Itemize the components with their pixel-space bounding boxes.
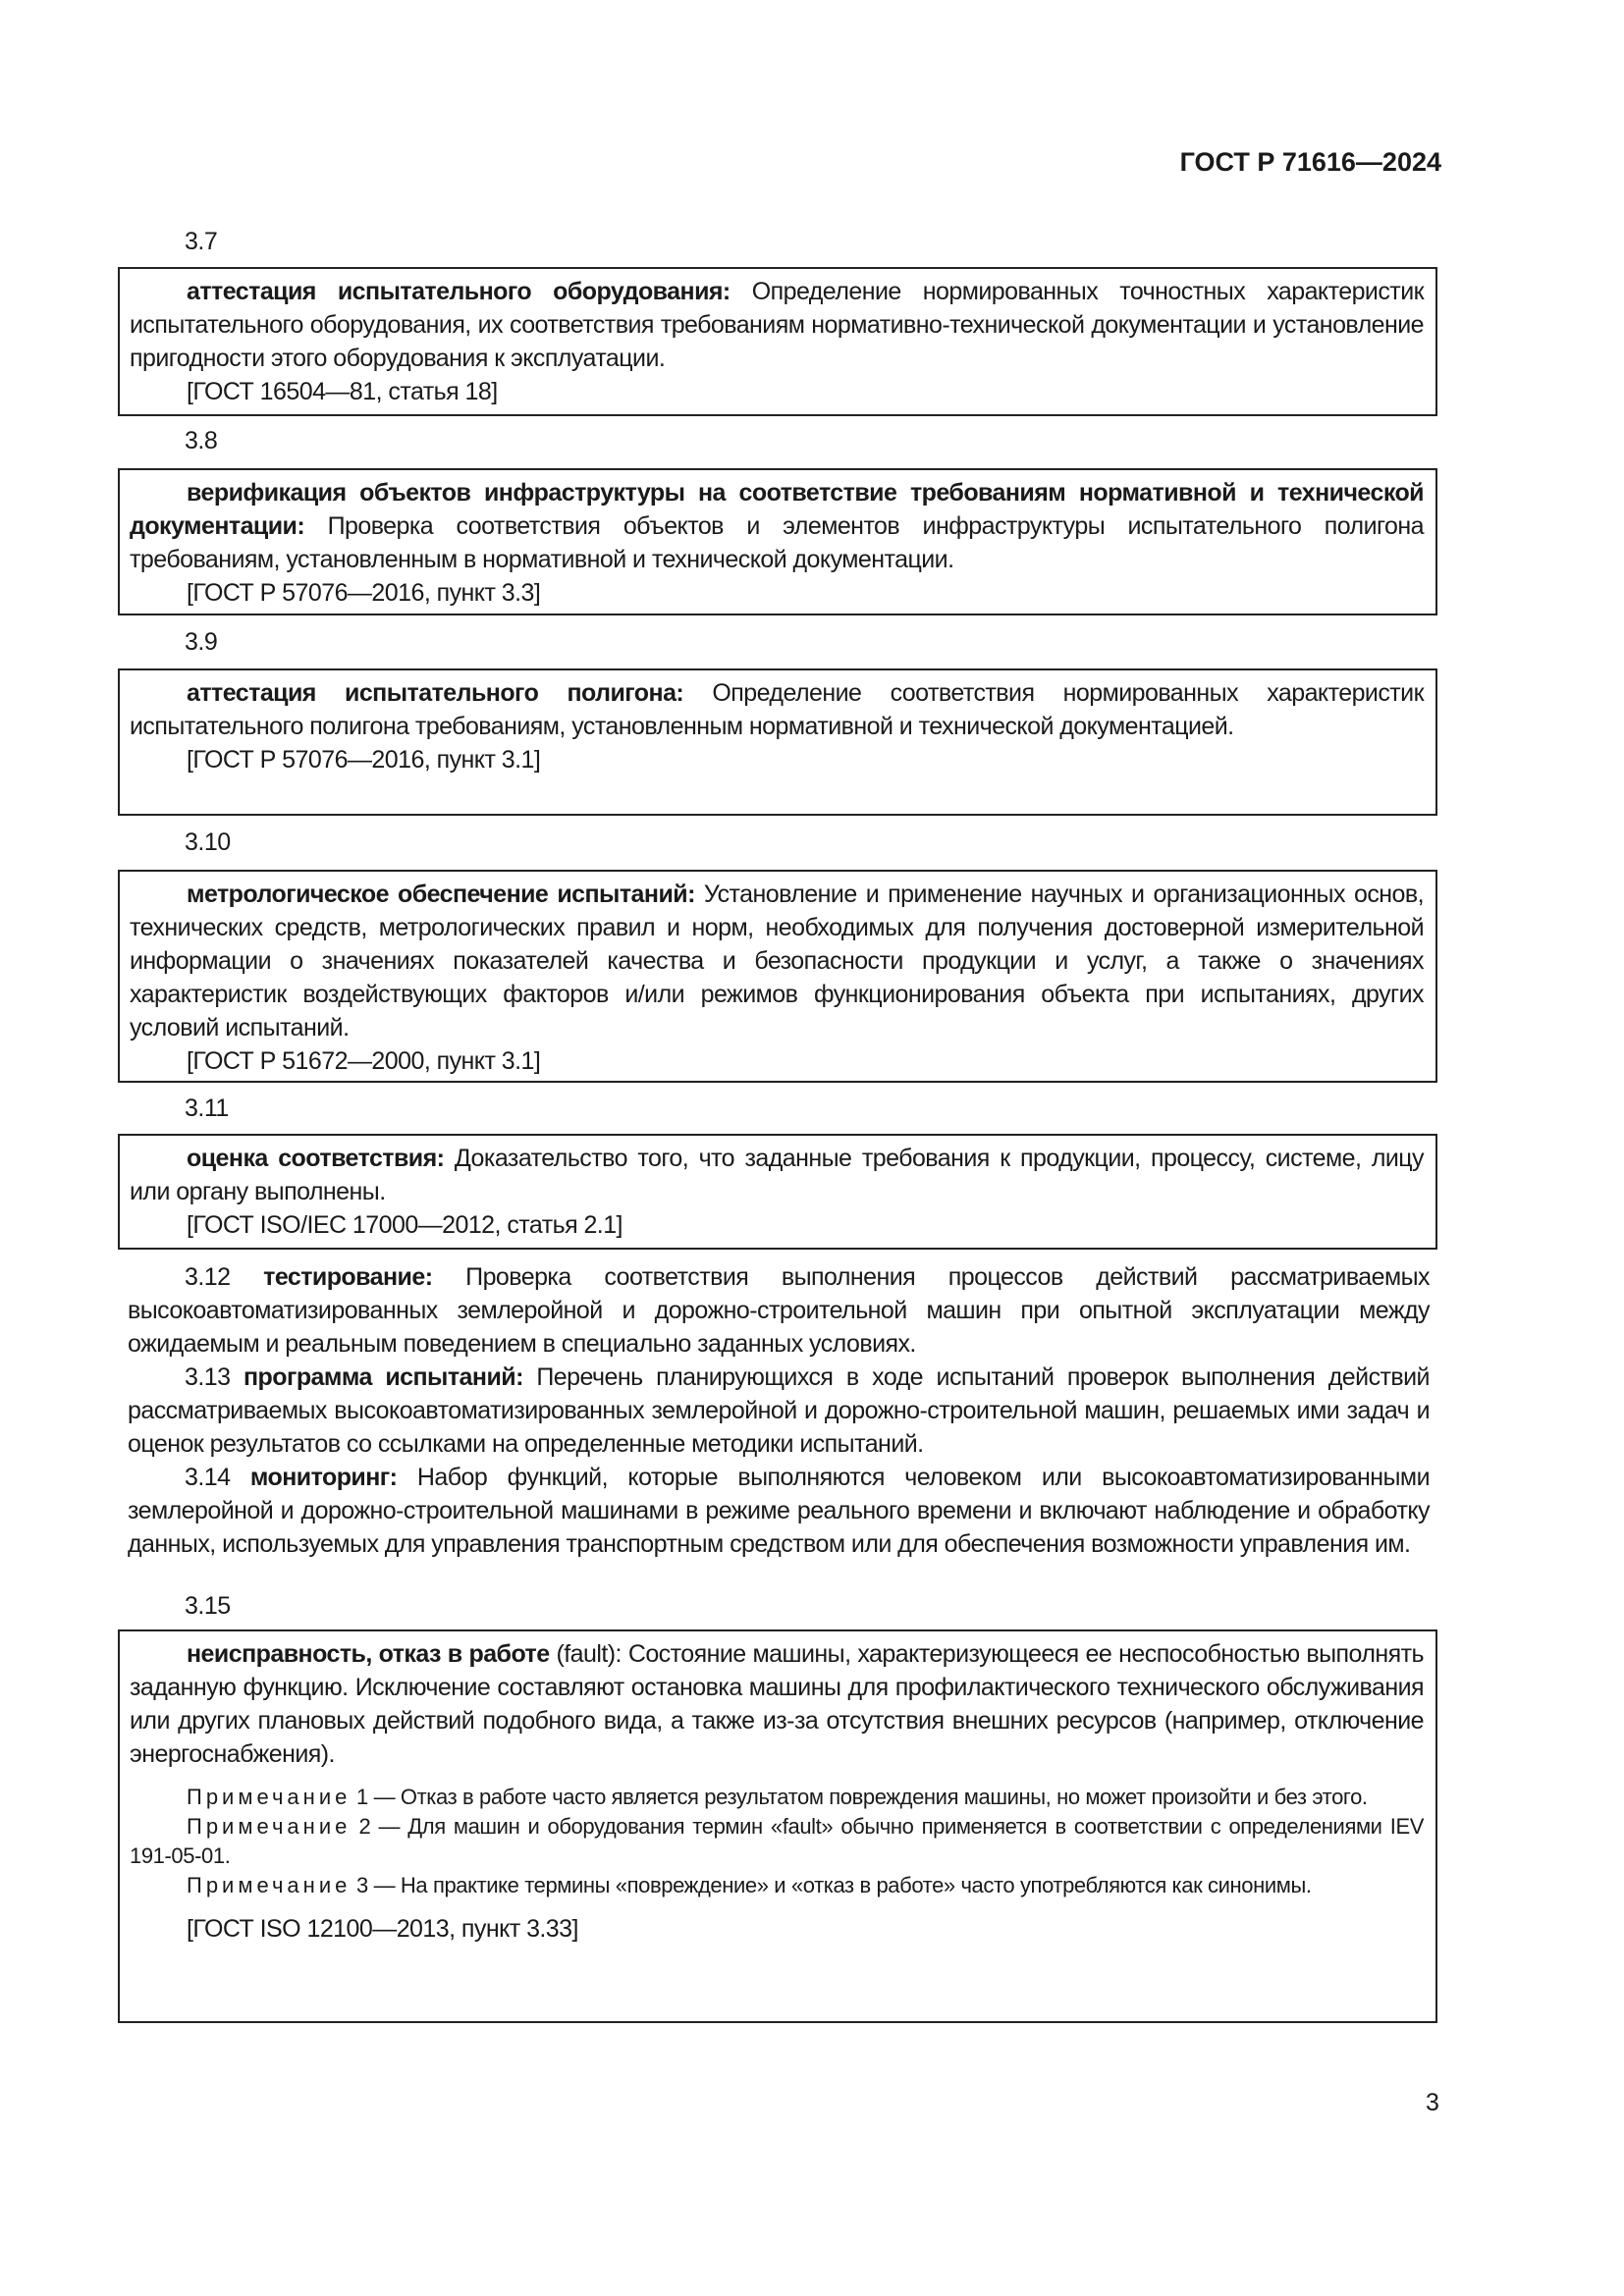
term-english: (fault): bbox=[549, 1640, 622, 1668]
term-number: 3.10 bbox=[185, 828, 231, 856]
term-box bbox=[118, 468, 1437, 615]
note bbox=[130, 1812, 1424, 1871]
term-box bbox=[118, 267, 1437, 416]
term-number: 3.11 bbox=[185, 1095, 229, 1122]
note-text: 2 — Для машин и оборудования термин «fault» обычно применяется в соответствии с определениями IEV 191-05-01. bbox=[130, 1814, 1424, 1868]
term-name: мониторинг: bbox=[249, 1464, 398, 1491]
term-definition: Проверка соответствия выполнения процессов действий рассматриваемых высокоавтоматизированных землеройной и дорожно-строительной машин при опытной эксплуатации между ожидаемым и реальным поведением в специально заданных условиях. bbox=[128, 1263, 1430, 1358]
term-box bbox=[118, 1134, 1437, 1250]
term-number: 3.14 bbox=[185, 1464, 231, 1491]
term-name: неисправность, отказ в работе bbox=[187, 1640, 550, 1668]
term-definition: Определение соответствия нормированных характеристик испытательного полигона требованиям, установленным нормативной и технической документацией. bbox=[130, 679, 1424, 740]
term-source: [ГОСТ 16504—81, статья 18] bbox=[187, 378, 498, 405]
term-box bbox=[118, 668, 1437, 816]
term-name: аттестация испытательного оборудования: bbox=[187, 278, 731, 305]
term-name: тестирование: bbox=[263, 1263, 433, 1291]
term-number: 3.15 bbox=[185, 1592, 231, 1620]
term-name: аттестация испытательного полигона: bbox=[187, 679, 684, 707]
free-terms bbox=[128, 1260, 1430, 1561]
note-text: 3 — На практике термины «повреждение» и «отказ в работе» часто употребляются как синонимы. bbox=[351, 1873, 1312, 1897]
note bbox=[130, 1783, 1424, 1812]
page-number: 3 bbox=[1426, 2089, 1439, 2116]
document-header: ГОСТ Р 71616—2024 bbox=[1179, 147, 1441, 177]
term-name: оценка соответствия: bbox=[187, 1145, 445, 1172]
note-label: Примечание bbox=[187, 1873, 352, 1897]
term-number: 3.12 bbox=[185, 1263, 231, 1291]
term-name: верификация объектов инфраструктуры на соответствие требованиям нормативной и технической документации: bbox=[130, 479, 1424, 540]
term-number: 3.7 bbox=[185, 228, 218, 255]
term-definition: Перечень планирующихся в ходе испытаний проверок выполнения действий рассматриваемых высокоавтоматизированных землеройной и дорожно-строительной машин, решаемых ими задач и оценок результатов со ссылками на определенные методики испытаний. bbox=[128, 1363, 1430, 1458]
term-box bbox=[118, 1629, 1437, 2023]
term-definition: Определение нормированных точностных характеристик испытательного оборудования, их соответствия требованиям нормативно-технической документации и установление пригодности этого оборудования к эксплуатации. bbox=[130, 278, 1424, 372]
term-name: метрологическое обеспечение испытаний: bbox=[187, 881, 695, 908]
note-text: 1 — Отказ в работе часто является результатом повреждения машины, но может произойти и без этого. bbox=[351, 1785, 1368, 1809]
term-source: [ГОСТ Р 57076—2016, пункт 3.3] bbox=[187, 579, 541, 607]
term-source: [ГОСТ Р 57076—2016, пункт 3.1] bbox=[187, 746, 541, 774]
term-definition: Доказательство того, что заданные требования к продукции, процессу, системе, лицу или органу выполнены. bbox=[130, 1145, 1424, 1205]
term-definition: Набор функций, которые выполняются человеком или высокоавтоматизированными землеройной и дорожно-строительной машинами в режиме реального времени и включают наблюдение и обработку данных, используемых для управления транспортным средством или для обеспечения возможности управления им. bbox=[128, 1464, 1430, 1558]
note bbox=[130, 1871, 1424, 1900]
term-source: [ГОСТ Р 51672—2000, пункт 3.1] bbox=[187, 1047, 541, 1075]
term-number: 3.8 bbox=[185, 427, 218, 454]
term-definition: Установление и применение научных и организационных основ, технических средств, метрологических правил и норм, необходимых для получения достоверной измерительной информации о значениях показателей качества и безопасности продукции и услуг, а также о значениях характеристик воздействующих факторов и/или режимов функционирования объекта при испытаниях, других условий испытаний. bbox=[130, 881, 1425, 1041]
term-box bbox=[118, 870, 1437, 1083]
term-source: [ГОСТ ISO/IEC 17000—2012, статья 2.1] bbox=[187, 1211, 623, 1239]
term-definition: Проверка соответствия объектов и элементов инфраструктуры испытательного полигона требованиям, установленным в нормативной и технической документации. bbox=[130, 512, 1424, 573]
term-number: 3.13 bbox=[185, 1363, 231, 1391]
term-number: 3.9 bbox=[185, 628, 218, 656]
term-name: программа испытаний: bbox=[243, 1363, 523, 1391]
note-label: Примечание bbox=[187, 1785, 352, 1809]
term-definition: Состояние машины, характеризующееся ее неспособностью выполнять заданную функцию. Исключение составляют остановка машины для профилактического технического обслуживания или других плановых действий подобного вида, а также из-за отсутствия внешних ресурсов (например, отключение энергоснабжения). bbox=[130, 1640, 1424, 1768]
term-source: [ГОСТ ISO 12100—2013, пункт 3.33] bbox=[187, 1915, 578, 1943]
note-label: Примечание bbox=[187, 1814, 352, 1839]
